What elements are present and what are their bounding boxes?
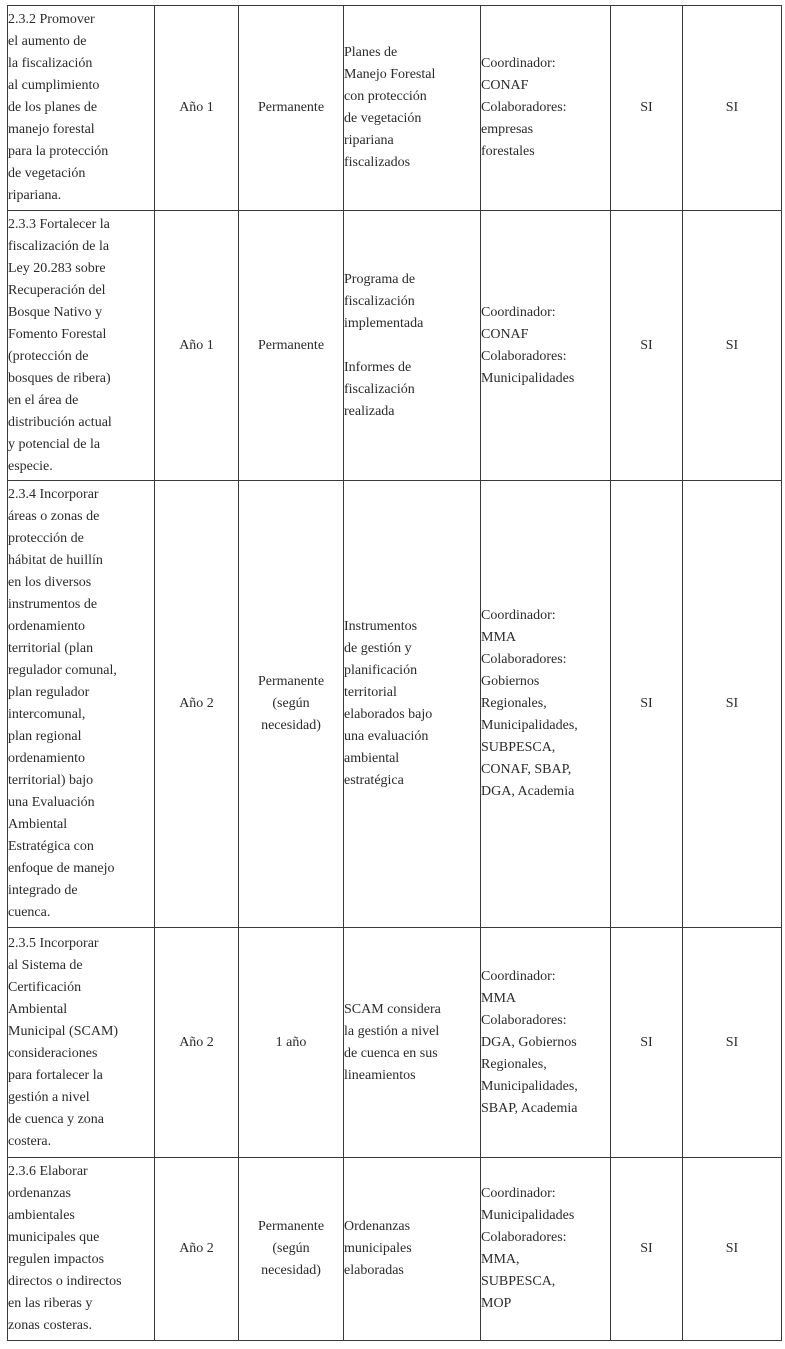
responsible-text-line: DGA, Academia bbox=[481, 784, 575, 799]
action-text-line: instrumentos de bbox=[8, 597, 98, 612]
responsible-text-line: Coordinador: bbox=[481, 304, 556, 320]
responsible-text-line: CONAF, SBAP, bbox=[481, 762, 572, 777]
indicator-text-line: ambiental bbox=[344, 751, 400, 766]
start-year-cell: Año 1 bbox=[155, 6, 239, 211]
action-text-line: consideraciones bbox=[8, 1045, 98, 1061]
responsible-text-line: SUBPESCA, bbox=[481, 1274, 556, 1289]
responsible-text-line: MOP bbox=[481, 1296, 512, 1311]
action-text-line: para la protección bbox=[8, 144, 109, 159]
responsible-text-line: Regionales, bbox=[481, 696, 547, 711]
yes-cell-2: SI bbox=[683, 481, 782, 928]
indicator-text-line: fiscalización bbox=[344, 381, 415, 397]
yes-cell-1: SI bbox=[611, 1158, 683, 1341]
duration-cell bbox=[239, 211, 344, 481]
paragraph-gap bbox=[344, 335, 480, 357]
responsible-text-line: Municipalidades bbox=[481, 1208, 575, 1223]
indicator-text-line: SCAM considera bbox=[344, 1001, 441, 1017]
action-text-line: Recuperación del bbox=[8, 282, 106, 298]
yes-cell-1: SI bbox=[611, 928, 683, 1158]
indicator-text-line: Informes de bbox=[344, 359, 412, 375]
responsible-text-line: SBAP, Academia bbox=[481, 1100, 578, 1116]
action-text-line: de vegetación bbox=[8, 166, 86, 181]
action-text-line: al Sistema de bbox=[8, 957, 83, 973]
indicator-text-line: realizada bbox=[344, 403, 395, 419]
action-text-line: directos o indirectos bbox=[8, 1274, 122, 1289]
action-text-line: regulador comunal, bbox=[8, 663, 117, 678]
action-text-line: zonas costeras. bbox=[8, 1318, 92, 1333]
indicator-text-line: municipales bbox=[344, 1241, 412, 1256]
action-text-line: 2.3.3 Fortalecer la bbox=[8, 216, 110, 232]
indicator-text-line: con protección bbox=[344, 89, 427, 104]
action-text-line: Ambiental bbox=[8, 817, 68, 832]
responsible-text-line: Colaboradores: bbox=[481, 1230, 567, 1245]
duration-cell bbox=[239, 928, 344, 1158]
start-year-cell: Año 2 bbox=[155, 928, 239, 1158]
action-text-line: Ambiental bbox=[8, 1001, 68, 1017]
duration-cell bbox=[239, 1158, 344, 1341]
yes-cell-2: SI bbox=[683, 211, 782, 481]
start-year-cell: Año 1 bbox=[155, 211, 239, 481]
responsible-text-line: Municipalidades, bbox=[481, 718, 578, 733]
indicator-text-line: elaboradas bbox=[344, 1263, 404, 1278]
responsible-text-line: Regionales, bbox=[481, 1056, 547, 1072]
action-text-line: (protección de bbox=[8, 348, 89, 364]
table-row bbox=[8, 481, 782, 928]
action-text-line: Certificación bbox=[8, 979, 82, 995]
action-text-line: municipales que bbox=[8, 1230, 100, 1245]
duration-text-line: Permanente bbox=[257, 674, 325, 689]
indicator-cell bbox=[344, 211, 481, 481]
responsible-text-line: Coordinador: bbox=[481, 1186, 556, 1201]
duration-text-line: necesidad) bbox=[261, 718, 321, 733]
action-text-line: la fiscalización bbox=[8, 56, 93, 71]
action-text-line: gestión a nivel bbox=[8, 1089, 90, 1105]
indicator-text-line: Manejo Forestal bbox=[344, 67, 436, 82]
indicator-text-line: lineamientos bbox=[344, 1067, 416, 1083]
table-row bbox=[8, 6, 782, 211]
action-text-line: fiscalización de la bbox=[8, 238, 110, 254]
responsible-text-line: Coordinador: bbox=[481, 608, 556, 623]
action-text-line: en el área de bbox=[8, 392, 79, 408]
indicator-text-line: Programa de bbox=[344, 271, 416, 287]
table-row bbox=[8, 211, 782, 481]
duration-text-line: (según bbox=[272, 1241, 310, 1256]
action-text-line: territorial) bajo bbox=[8, 773, 94, 788]
responsible-text-line: CONAF bbox=[481, 326, 529, 342]
action-text-line: Bosque Nativo y bbox=[8, 304, 103, 320]
action-text-line: áreas o zonas de bbox=[8, 509, 100, 524]
responsible-text-line: Municipalidades bbox=[481, 370, 575, 386]
responsible-text-line: MMA bbox=[481, 630, 517, 645]
action-cell bbox=[8, 6, 155, 211]
responsible-text-line: Colaboradores: bbox=[481, 1012, 567, 1028]
action-cell bbox=[8, 481, 155, 928]
indicator-text-line: territorial bbox=[344, 685, 397, 700]
responsible-text-line: forestales bbox=[481, 144, 535, 159]
start-year-cell: Año 2 bbox=[155, 1158, 239, 1341]
action-text-line: cuenca. bbox=[8, 905, 51, 920]
table-row bbox=[8, 928, 782, 1158]
indicator-cell bbox=[344, 6, 481, 211]
responsible-text-line: Gobiernos bbox=[481, 674, 540, 689]
indicator-cell bbox=[344, 928, 481, 1158]
responsible-text-line: DGA, Gobiernos bbox=[481, 1034, 577, 1050]
indicator-text-line: de cuenca en sus bbox=[344, 1045, 438, 1061]
duration-text-line: 1 año bbox=[275, 1034, 307, 1050]
duration-cell bbox=[239, 481, 344, 928]
duration-text-line: necesidad) bbox=[261, 1263, 321, 1278]
action-text-line: en los diversos bbox=[8, 575, 92, 590]
action-text-line: ambientales bbox=[8, 1208, 75, 1223]
action-text-line: Estratégica con bbox=[8, 839, 94, 854]
action-text-line: regulen impactos bbox=[8, 1252, 105, 1267]
responsible-cell bbox=[481, 6, 611, 211]
action-text-line: ordenamiento bbox=[8, 751, 85, 766]
action-text-line: el aumento de bbox=[8, 34, 87, 49]
indicator-text-line: fiscalización bbox=[344, 293, 415, 309]
responsible-text-line: empresas bbox=[481, 122, 534, 137]
responsible-cell bbox=[481, 1158, 611, 1341]
action-text-line: Fomento Forestal bbox=[8, 326, 107, 342]
duration-text-line: Permanente bbox=[257, 1219, 325, 1234]
action-text-line: manejo forestal bbox=[8, 122, 95, 137]
responsible-text-line: Colaboradores: bbox=[481, 100, 567, 115]
action-text-line: de cuenca y zona bbox=[8, 1111, 104, 1127]
indicator-text-line: de vegetación bbox=[344, 111, 422, 126]
indicator-text-line: Ordenanzas bbox=[344, 1219, 411, 1234]
action-plan-table bbox=[7, 5, 782, 1341]
action-text-line: Ley 20.283 sobre bbox=[8, 260, 106, 276]
responsible-text-line: Municipalidades, bbox=[481, 1078, 578, 1094]
duration-text-line: (según bbox=[272, 696, 310, 711]
action-text-line: al cumplimiento bbox=[8, 78, 100, 93]
action-text-line: en las riberas y bbox=[8, 1296, 93, 1311]
action-text-line: 2.3.2 Promover bbox=[8, 12, 95, 27]
action-text-line: una Evaluación bbox=[8, 795, 95, 810]
action-text-line: intercomunal, bbox=[8, 707, 86, 722]
responsible-cell bbox=[481, 928, 611, 1158]
action-cell bbox=[8, 211, 155, 481]
action-text-line: y potencial de la bbox=[8, 436, 101, 452]
responsible-text-line: CONAF bbox=[481, 78, 529, 93]
yes-cell-1: SI bbox=[611, 211, 683, 481]
indicator-cell bbox=[344, 1158, 481, 1341]
indicator-text-line: Instrumentos bbox=[344, 619, 418, 634]
start-year-cell: Año 2 bbox=[155, 481, 239, 928]
action-text-line: 2.3.5 Incorporar bbox=[8, 935, 99, 951]
responsible-text-line: Colaboradores: bbox=[481, 652, 567, 667]
duration-text-line: Permanente bbox=[257, 337, 325, 353]
indicator-text-line: ripariana bbox=[344, 133, 394, 148]
action-text-line: enfoque de manejo bbox=[8, 861, 115, 876]
action-text-line: hábitat de huillín bbox=[8, 553, 103, 568]
action-text-line: plan regional bbox=[8, 729, 82, 744]
indicator-text-line: elaborados bajo bbox=[344, 707, 433, 722]
action-text-line: Municipal (SCAM) bbox=[8, 1023, 119, 1039]
indicator-text-line: estratégica bbox=[344, 773, 404, 788]
yes-cell-1: SI bbox=[611, 6, 683, 211]
action-text-line: 2.3.4 Incorporar bbox=[8, 487, 99, 502]
action-text-line: plan regulador bbox=[8, 685, 90, 700]
action-text-line: ordenamiento bbox=[8, 619, 85, 634]
action-text-line: protección de bbox=[8, 531, 84, 546]
action-text-line: integrado de bbox=[8, 883, 78, 898]
action-cell bbox=[8, 928, 155, 1158]
indicator-text-line: fiscalizados bbox=[344, 155, 411, 170]
responsible-text-line: MMA, bbox=[481, 1252, 520, 1267]
responsible-cell bbox=[481, 211, 611, 481]
yes-cell-2: SI bbox=[683, 1158, 782, 1341]
responsible-text-line: Colaboradores: bbox=[481, 348, 567, 364]
action-text-line: especie. bbox=[8, 458, 53, 474]
action-text-line: para fortalecer la bbox=[8, 1067, 103, 1083]
indicator-text-line: implementada bbox=[344, 315, 424, 331]
responsible-text-line: SUBPESCA, bbox=[481, 740, 556, 755]
indicator-text-line: planificación bbox=[344, 663, 418, 678]
duration-text-line: Permanente bbox=[257, 100, 325, 115]
action-cell bbox=[8, 1158, 155, 1341]
yes-cell-2: SI bbox=[683, 928, 782, 1158]
indicator-cell bbox=[344, 481, 481, 928]
action-text-line: 2.3.6 Elaborar bbox=[8, 1164, 88, 1179]
action-text-line: ripariana. bbox=[8, 188, 62, 203]
indicator-text-line: Planes de bbox=[344, 45, 398, 60]
action-text-line: distribución actual bbox=[8, 414, 112, 430]
responsible-cell bbox=[481, 481, 611, 928]
action-text-line: ordenanzas bbox=[8, 1186, 71, 1201]
responsible-text-line: Coordinador: bbox=[481, 56, 556, 71]
duration-cell bbox=[239, 6, 344, 211]
action-text-line: territorial (plan bbox=[8, 641, 94, 656]
action-text-line: costera. bbox=[8, 1133, 52, 1149]
yes-cell-2: SI bbox=[683, 6, 782, 211]
table-row bbox=[8, 1158, 782, 1341]
responsible-text-line: Coordinador: bbox=[481, 968, 556, 984]
action-text-line: bosques de ribera) bbox=[8, 370, 111, 386]
action-text-line: de los planes de bbox=[8, 100, 98, 115]
yes-cell-1: SI bbox=[611, 481, 683, 928]
indicator-text-line: de gestión y bbox=[344, 641, 412, 656]
indicator-text-line: la gestión a nivel bbox=[344, 1023, 440, 1039]
indicator-text-line: una evaluación bbox=[344, 729, 429, 744]
responsible-text-line: MMA bbox=[481, 990, 517, 1006]
